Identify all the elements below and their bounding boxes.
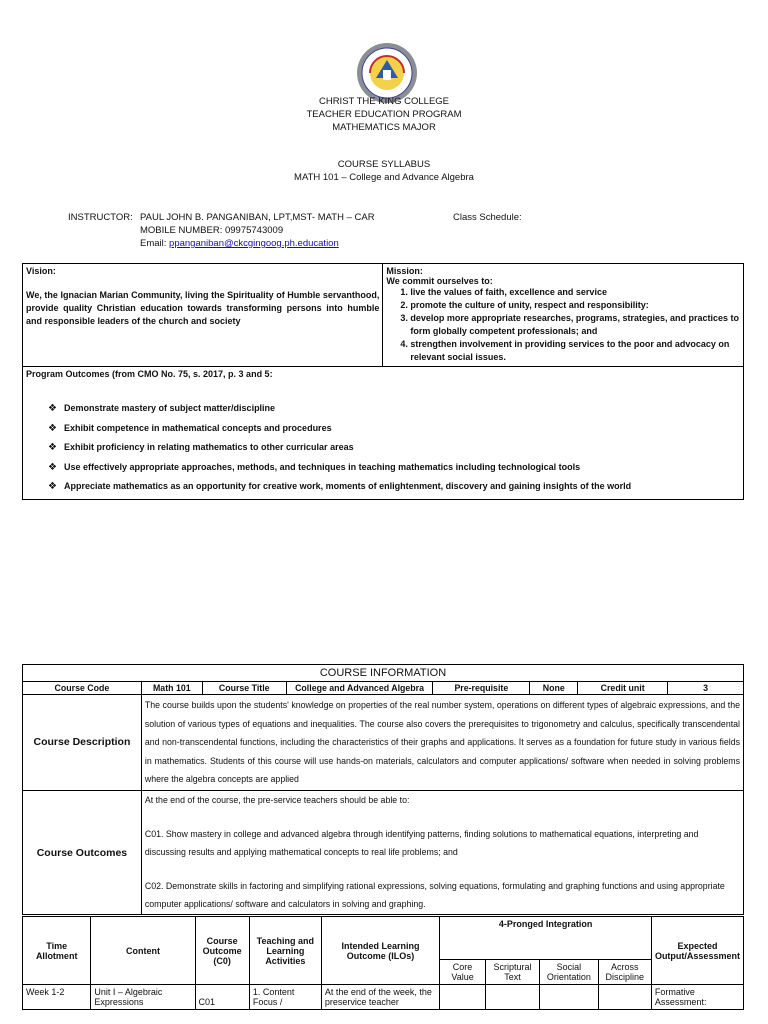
mission-intro: We commit ourselves to: [386, 276, 493, 286]
course-code-label: Course Code [23, 682, 142, 695]
program-outcome-item [48, 419, 740, 439]
vision-mission-table [22, 263, 744, 500]
vision-cell [23, 264, 383, 367]
college-name: CHRIST THE KING COLLEGE [318, 96, 450, 107]
course-information-title: COURSE INFORMATION [23, 665, 744, 682]
diamond-bullet-icon: ❖ [48, 481, 57, 492]
teaching-learning-activities-header: Teaching and Learning Activities [249, 917, 321, 985]
expected-output-header: Expected Output/Assessment [651, 917, 743, 985]
course-code-value: Math 101 [141, 682, 202, 695]
week-cell: Week 1-2 [23, 985, 91, 1010]
credit-unit-value: 3 [668, 682, 744, 695]
course-schedule-table [22, 916, 744, 1010]
program-outcome-text: Exhibit proficiency in relating mathematics to other curricular areas [64, 442, 354, 452]
course-title-label: Course Title [202, 682, 286, 695]
program-outcome-text: Exhibit competence in mathematical concepts and procedures [64, 422, 332, 433]
diamond-bullet-icon: ❖ [48, 403, 57, 414]
core-value-header: Core Value [440, 960, 486, 985]
program-name: TEACHER EDUCATION PROGRAM [306, 109, 462, 120]
diamond-bullet-icon: ❖ [48, 422, 57, 434]
mission-item: 3. develop more appropriate researches, programs, strategies, and practices to form globally competent professionals; and [410, 312, 740, 338]
course-title-value: College and Advanced Algebra [286, 682, 433, 695]
across-discipline-cell [598, 985, 651, 1010]
instructor-email-row [140, 237, 375, 250]
mission-item: 1. live the values of faith, excellence and service [410, 286, 740, 299]
mission-label: Mission: [386, 266, 423, 276]
program-outcome-text: Use effectively appropriate approaches, methods, and techniques in teaching mathematics including technological tools [64, 461, 581, 472]
course-outcomes-intro: At the end of the course, the pre-service teachers should be able to: [144, 794, 410, 805]
scriptural-text-header: Scriptural Text [485, 960, 539, 985]
vision-text: We, the Ignacian Marian Community, living the Spirituality of Humble servanthood, provide quality Christian education towards transforming persons into humble and responsible leaders of the church and society [26, 290, 380, 326]
instructor-info [140, 211, 375, 250]
program-outcome-item [48, 458, 740, 478]
course-outcomes-label: Course Outcomes [23, 790, 142, 915]
page-header [0, 95, 768, 134]
course-outcome-header: Course Outcome (C0) [195, 917, 249, 985]
course-outcome-cell: C01 [195, 985, 249, 1010]
prerequisite-value: None [530, 682, 578, 695]
program-outcomes-label: Program Outcomes (from CMO No. 75, s. 2017, p. 3 and 5: [26, 369, 273, 379]
program-outcome-item [48, 438, 740, 458]
program-outcome-item [48, 477, 740, 497]
course-outcome-co2: C02. Demonstrate skills in factoring and simplifying rational expressions, solving equations, formulating and graphing functions and using appropriate computer applications/ software and calculators in solving and graphing. [144, 881, 725, 909]
content-header: Content [91, 917, 195, 985]
core-value-cell [440, 985, 486, 1010]
program-outcomes-cell [23, 367, 744, 500]
mission-cell [383, 264, 744, 367]
social-orientation-cell [540, 985, 598, 1010]
course-description-text: The course builds upon the students' knowledge on properties of the real number system, operations on different types of algebraic expressions, and the solution of various types of equations and inequalities. The course also covers the prerequisites to trigonometry and calculus, specifically transcendental and non-transcendental functions, including the characteristics of their graphs and applications. It serves as a foundation for future study in various fields in mathematics. Students of this course will use hands-on materials, calculators and computer applications/ software when needed in solving problems where the algebra concepts are applied [141, 695, 743, 791]
syllabus-title-block [0, 158, 768, 184]
vision-label: Vision: [26, 266, 56, 276]
social-orientation-header: Social Orientation [540, 960, 598, 985]
credit-unit-label: Credit unit [578, 682, 668, 695]
program-outcome-text: Appreciate mathematics as an opportunity for creative work, moments of enlightenment, discovery and gaining insights of the world [64, 481, 632, 491]
instructor-label: INSTRUCTOR: [68, 212, 133, 223]
four-pronged-integration-header: 4-Pronged Integration [440, 917, 652, 960]
course-line: MATH 101 – College and Advance Algebra [294, 172, 474, 183]
intended-learning-outcome-header: Intended Learning Outcome (ILOs) [321, 917, 439, 985]
across-discipline-header: Across Discipline [598, 960, 651, 985]
mission-item: 4. strengthen involvement in providing services to the poor and advocacy on relevant social issues. [410, 338, 740, 364]
ilo-cell: At the end of the week, the preservice teacher [321, 985, 439, 1010]
instructor-name: PAUL JOHN B. PANGANIBAN, LPT,MST- MATH – CAR [140, 212, 375, 223]
class-schedule-label: Class Schedule: [453, 212, 522, 223]
mission-item: 2. promote the culture of unity, respect and responsibility: [410, 299, 740, 312]
diamond-bullet-icon: ❖ [48, 461, 57, 473]
tla-cell: 1. Content Focus / [249, 985, 321, 1010]
major-name: MATHEMATICS MAJOR [332, 122, 436, 133]
prerequisite-label: Pre-requisite [433, 682, 530, 695]
content-cell: Unit I – Algebraic Expressions [91, 985, 195, 1010]
diamond-bullet-icon: ❖ [48, 442, 57, 453]
email-link[interactable]: ppanganiban@ckcgingoog.ph.education [169, 238, 339, 249]
program-outcomes-list [26, 399, 740, 497]
course-outcome-co1: C01. Show mastery in college and advanced algebra through identifying patterns, finding solutions to mathematical equations, interpreting and discussing results and applying mathematical concepts to real life problems; and [144, 829, 699, 857]
program-outcome-item [48, 399, 740, 419]
email-label: Email: [140, 238, 167, 249]
course-description-label: Course Description [23, 695, 142, 791]
document-type: COURSE SYLLABUS [337, 159, 431, 170]
expected-output-cell: Formative Assessment: [651, 985, 743, 1010]
mission-list [386, 286, 740, 364]
course-outcomes-cell [141, 790, 743, 915]
course-information-table [22, 664, 744, 915]
time-allotment-header: Time Allotment [23, 917, 91, 985]
program-outcome-text: Demonstrate mastery of subject matter/discipline [64, 403, 276, 413]
instructor-mobile: MOBILE NUMBER: 09975743009 [140, 225, 284, 236]
scriptural-text-cell [485, 985, 539, 1010]
